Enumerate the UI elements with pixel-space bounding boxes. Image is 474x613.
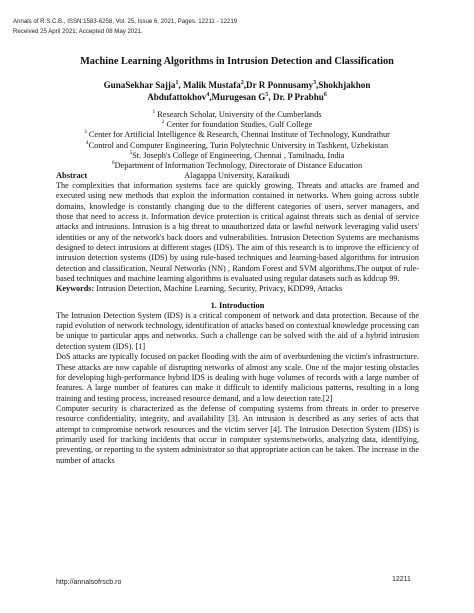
author: GunaSekhar Sajja$^1$, — [103, 79, 183, 90]
introduction-paragraph: Computer security is characterized as the defense of computing systems from threats in order to preserve resource confidentiality, integrity, and availability [3]. An intrusion is described as any series of acts that attempt to compromise network resources and the victim server [4]. The Intrusion Detection System (IDS) is primarily used for tracking incidents that occur in computer systems/networks, analyzing data, identifying, preventing, or reporting to the system administrator so that appropriate action can be taken. The increase in the number of attacks — [56, 403, 419, 465]
author: Malik Mustafa$^2$,Dr — [182, 79, 259, 90]
journal-citation-line: Annals of R.S.C.B., ISSN:1583-6258, Vol. 25, Issue 6, 2021, Pages. 12211 - 12219 — [13, 18, 238, 25]
introduction-paragraph: DoS attacks are typically focused on packet flooding with the aim of overburdening the victim's infrastructure. These attacks are now capable of disrupting networks of almost any scale. One of the major testing obstacles for developing high-performance hybrid IDS is dealing with huge volumes of records with a large number of features. A large number of features can make it difficult to identify malicious patterns, resulting in a long training and testing process, increased resource demand, and a low detection rate.[2] — [56, 352, 419, 403]
footer-url: http://annalsofrscb.ro — [56, 579, 122, 586]
affiliation: $^4$Control and Computer Engineering, Turin Polytechnic University in Tashkent, Uzbekistan — [85, 139, 389, 150]
affiliation: Alagappa University, Karaikudi — [184, 171, 290, 181]
keywords-text: Intrusion Detection, Machine Learning, Security, Privacy, KDD99, Attacks — [94, 284, 343, 294]
introduction-heading: 1. Introduction — [210, 300, 265, 310]
page-number: 12211 — [392, 576, 411, 583]
author: R Ponnusamy$^3$,Shokhjakhon — [258, 79, 371, 90]
journal-header — [13, 17, 237, 36]
received-accepted-line: Received 25 April 2021; Accepted 08 May 2021. — [13, 27, 143, 35]
affiliation: $^5$St. Joseph's College of Engineering, Chennai , Tamilnadu, India — [129, 150, 345, 160]
keywords-label: Keywords: — [56, 284, 95, 294]
affiliation: $^2$ Center for foundation Studies, Gulf College — [161, 119, 313, 130]
paper-title: Machine Learning Algorithms in Intrusion Detection and Classification — [80, 56, 394, 67]
introduction-paragraph: The Intrusion Detection System (IDS) is a critical component of network and data protection. Because of the rapid evolution of network technology, identification of attacks based on contextual knowledge processing can be unique to particular apps and networks. Such a challenge can be solved with the aid of a hybrid intrusion detection system (IDS). [1] — [56, 310, 419, 351]
author: Abdufattokhov$^4$,Murugesan — [147, 92, 259, 103]
paper-body — [56, 170, 419, 466]
author: P Prabhu$^6$ — [287, 92, 327, 103]
affiliation: $^1$ Research Scholar, University of the Cumberlands — [152, 109, 322, 119]
affiliation: $^6$Department of Information Technology, Directorate of Distance Education — [111, 160, 363, 171]
abstract-heading: Abstract — [56, 171, 88, 180]
keywords — [56, 284, 419, 294]
affiliation: $^3$ Center for Artificial Intelligence & Research, Chennai Institute of Technology, Kundrathur — [84, 129, 390, 140]
abstract-text: The complexities that information systems face are quickly growing. Threats and attacks are framed and executed using new methods that exploit the information contained in networks. When going across subtle domains, knowledge is constantly changing due to the different categories of users, server managers, and those that need to access it. Information device protection is critical against threats such as denial of service attacks and intrusions. Intrusion is a big threat to unauthorized data or lawful network leveraging valid users' identities or any of the network's back doors and vulnerabilities. Intrusion Detection Systems are mechanisms designed to detect intrusions at different stages (IDS). The aim of this research is to improve the efficiency of intrusion detection systems (IDS) by using rule-based techniques and learning-based algorithms for intrusion detection and classification. Neural Networks (NN) , Random Forest and SVM algorithms.The output of rule-based techniques and machine learning algorithms is evaluated using regular datasets such as kddcup 99. — [56, 181, 419, 284]
author: $G^5$, Dr. — [258, 92, 288, 103]
author-list — [70, 79, 404, 104]
